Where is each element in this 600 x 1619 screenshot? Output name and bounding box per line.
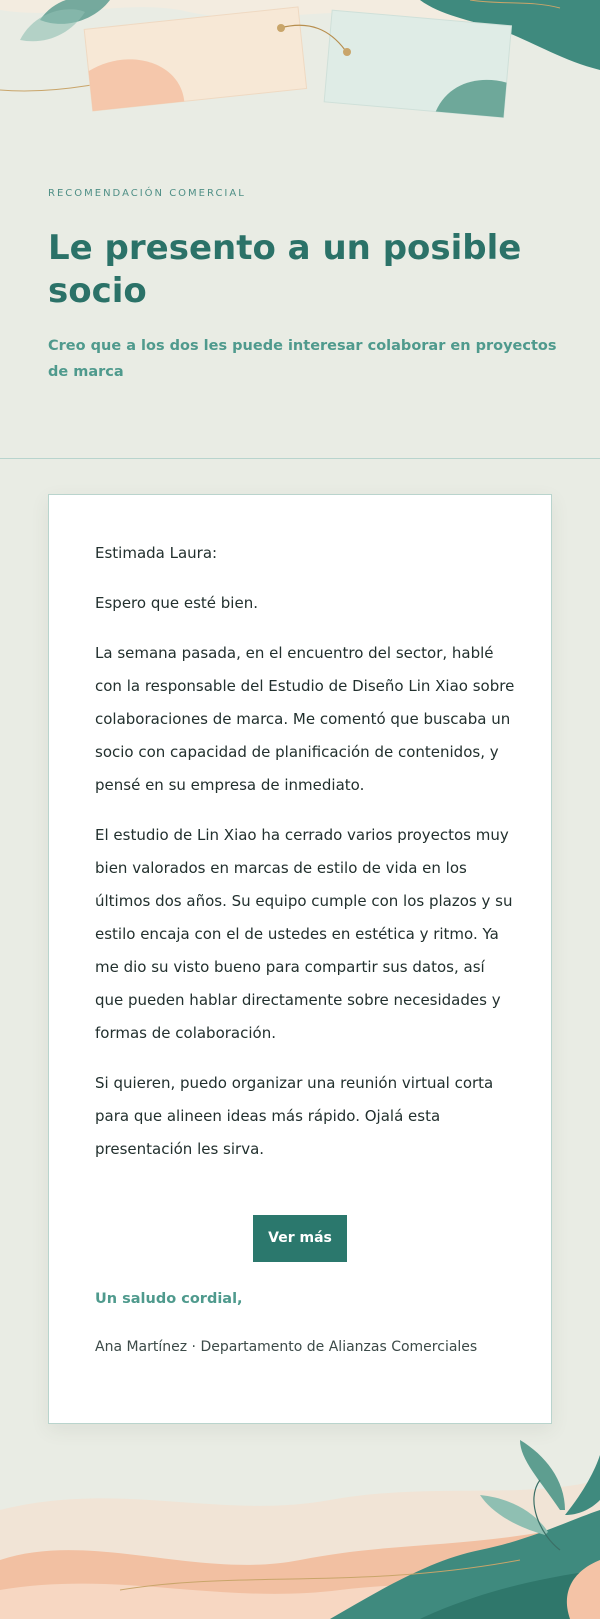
letter-paragraph: Espero que esté bien. — [95, 594, 258, 612]
ver-mas-button[interactable]: Ver más — [253, 1215, 347, 1262]
page-subtitle: Creo que a los dos les puede interesar colaborar en proyectos de marca — [48, 338, 557, 380]
letter-paragraph: El estudio de Lin Xiao ha cerrado varios proyectos muy bien valorados en marcas de estilo de vida en los últimos dos años. Su equipo cumple con los plazos y su estilo encaja con el de ustedes en estética y ritmo. Ya me dio su visto bueno para compartir sus datos, así que pueden hablar directamente sobre necesidades y formas de colaboración. — [95, 826, 513, 1042]
section-divider — [0, 458, 600, 459]
hero-header — [48, 188, 558, 385]
page-title: Le presento a un posible socio — [48, 228, 522, 311]
letter-signature: Ana Martínez · Departamento de Alianzas Comerciales — [95, 1339, 478, 1355]
letter-paragraph: La semana pasada, en el encuentro del sector, hablé con la responsable del Estudio de Diseño Lin Xiao sobre colaboraciones de marca. Me comentó que buscaba un socio con capacidad de planificación de contenidos, y pensé en su empresa de inmediato. — [95, 644, 515, 794]
letter-body — [95, 537, 515, 1183]
hanging-tags-illustration — [0, 0, 600, 140]
eyebrow-label: RECOMENDACIÓN COMERCIAL — [48, 188, 246, 199]
leaves-and-waves-illustration — [0, 1440, 600, 1619]
letter-closing: Un saludo cordial, — [95, 1291, 243, 1307]
cta-wrapper — [49, 1215, 551, 1262]
letter-card — [48, 494, 552, 1424]
letter-greeting: Estimada Laura: — [95, 544, 218, 562]
letter-paragraph: Si quieren, puedo organizar una reunión virtual corta para que alineen ideas más rápido. Ojalá esta presentación les sirva. — [95, 1074, 494, 1158]
